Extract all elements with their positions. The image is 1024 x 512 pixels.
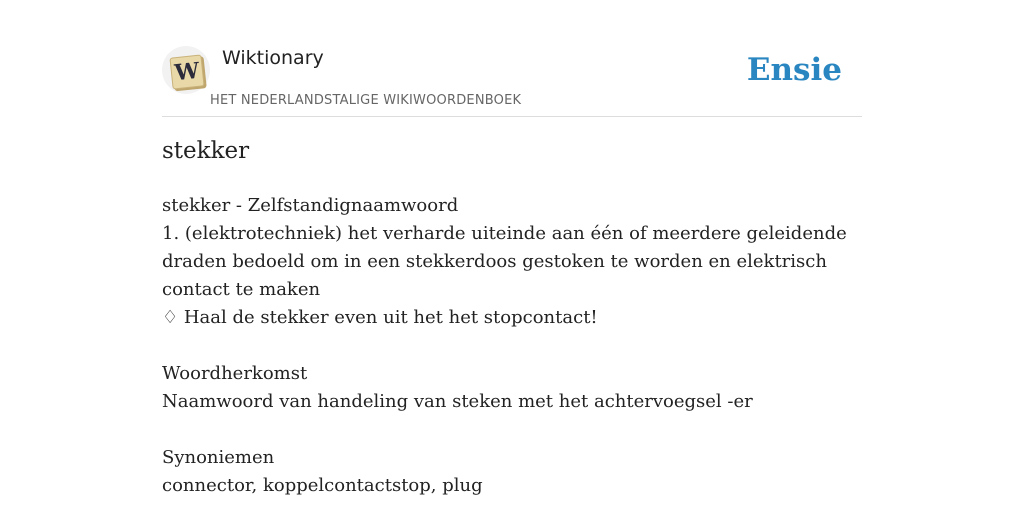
entry-heading: stekker - Zelfstandignaamwoord: [162, 195, 459, 216]
site-header: [162, 44, 862, 117]
spacer: [162, 416, 862, 444]
entry-content: [162, 192, 862, 500]
example-sentence: ♢ Haal de stekker even uit het het stopcontact!: [162, 307, 598, 328]
etymology-heading: Woordherkomst: [162, 363, 308, 384]
etymology-text: Naamwoord van handeling van steken met het achtervoegsel -er: [162, 391, 753, 412]
synonyms-text: connector, koppelcontactstop, plug: [162, 475, 483, 496]
site-name[interactable]: Wiktionary: [222, 47, 324, 69]
logo-tile: W: [169, 54, 204, 89]
site-tagline: HET NEDERLANDSTALIGE WIKIWOORDENBOEK: [210, 93, 522, 108]
definition-text: 1. (elektrotechniek) het verharde uiteinde aan één of meerdere geleidende draden bedoeld om in een stekkerdoos gestoken te worden en elektrisch contact te maken: [162, 223, 847, 300]
page-title: stekker: [162, 138, 250, 164]
wiktionary-logo-icon[interactable]: [162, 46, 210, 94]
ensie-brand-logo[interactable]: Ensie: [746, 52, 842, 88]
synonyms-heading: Synoniemen: [162, 447, 275, 468]
spacer: [162, 332, 862, 360]
